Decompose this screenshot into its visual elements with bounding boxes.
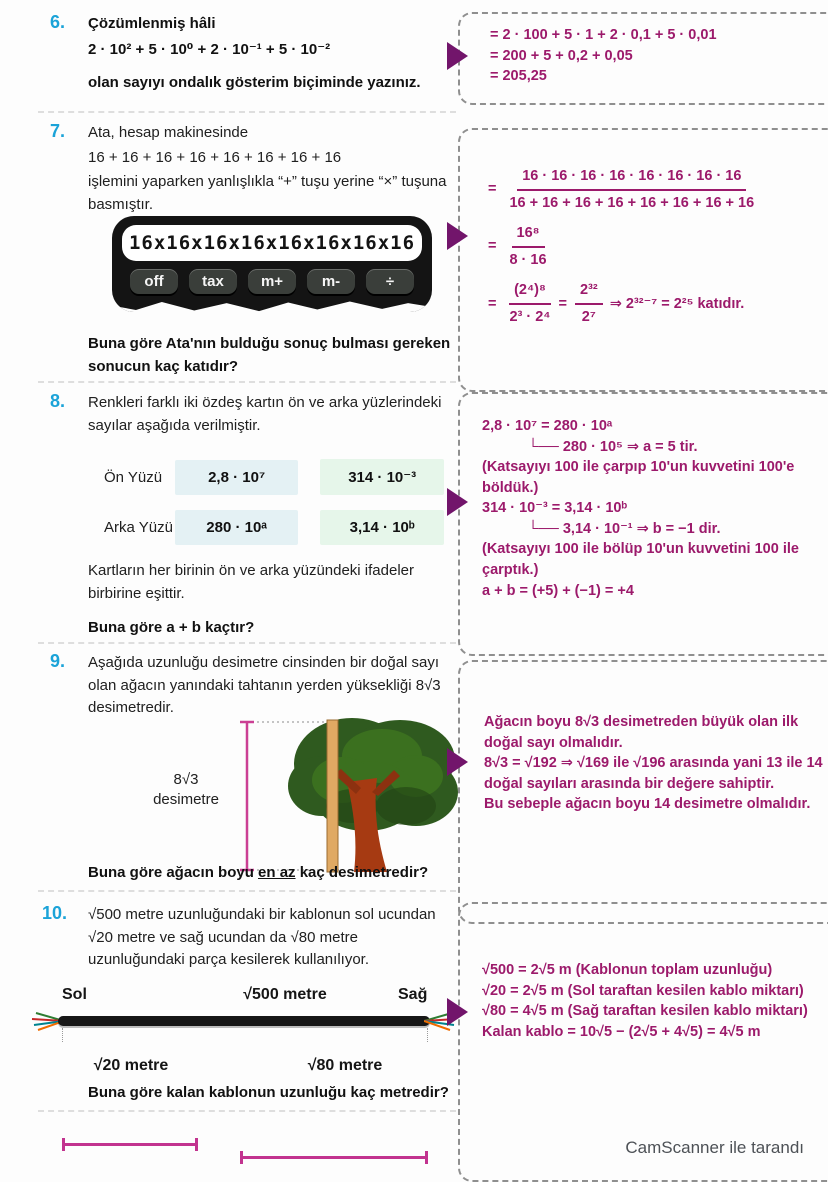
problem-10-intro: √500 metre uzunluğundaki bir kablonun sol ucundan √20 metre ve sağ ucundan da √80 metre uzunluğundaki parça kesilerek kullanılıyor. (88, 906, 436, 968)
measure-unit: desimetre (153, 790, 219, 808)
calculator-button-mminus: m- (307, 269, 355, 294)
problem-9-number: 9. (50, 651, 66, 671)
cable-illustration (58, 1016, 430, 1026)
problem-8 (88, 392, 466, 640)
solution-line: Bu sebeple ağacın boyu 14 desimetre olmalıdır. (484, 796, 811, 813)
dotted-guide (427, 1028, 428, 1042)
separator (38, 642, 456, 644)
problem-8-body: Kartların her birinin ön ve arka yüzündeki ifadeler birbirine eşittir. (88, 562, 415, 602)
equals-sign: = (488, 295, 497, 312)
solution-line (488, 166, 828, 213)
problem-7-expression: 16 + 16 + 16 + 16 + 16 + 16 + 16 + 16 (88, 148, 342, 166)
table-row (104, 459, 466, 495)
problem-6-number: 6. (50, 12, 66, 32)
calculator-button-tax: tax (189, 269, 237, 294)
cards-table (104, 459, 466, 545)
fraction-denominator: 8 · 16 (509, 251, 547, 268)
solution-line: └── 280 · 10⁵ ⇒ a = 5 tir. (528, 438, 698, 455)
calculator-button-mplus: m+ (248, 269, 296, 294)
separator (38, 890, 456, 892)
solution-line: = 205,25 (490, 68, 547, 85)
solution-arrow-icon (447, 998, 468, 1026)
question-underlined-text: en az (258, 864, 296, 881)
fraction (504, 166, 759, 213)
solution-arrow-icon (447, 42, 468, 70)
solution-line: 2,8 · 10⁷ = 280 · 10ᵃ (482, 418, 613, 434)
problem-7-body: işlemini yaparken yanlışlıkla “+” tuşu yerine “×” tuşuna basmıştır. (88, 173, 447, 213)
solution-line (488, 223, 828, 270)
table-cell: 280 · 10ᵃ (175, 510, 299, 545)
solution-line: √500 = 2√5 m (Kablonun toplam uzunluğu) (482, 962, 773, 978)
solution-line: (Katsayıyı 100 ile bölüp 10'un kuvvetini 100 ile çarptık.) (482, 541, 799, 579)
table-cell: 2,8 · 10⁷ (175, 460, 299, 495)
row-label: Arka Yüzü (104, 519, 173, 536)
equals-sign: = (558, 295, 567, 312)
solution-tail: ⇒ 2³²⁻⁷ = 2²⁵ katıdır. (609, 295, 745, 312)
measure-value: 8√3 (173, 771, 199, 788)
solution-arrow-icon (447, 748, 468, 776)
calculator-button-divide: ÷ (366, 269, 414, 294)
tree-illustration (230, 712, 460, 880)
solution-line: (Katsayıyı 100 ile çarpıp 10'un kuvvetini 100'e böldük.) (482, 459, 795, 496)
problem-9-intro: Aşağıda uzunluğu desimetre cinsinden bir doğal sayı olan ağacın yanındaki tahtanın yerden yüksekliği 8√3 desimetredir. (88, 654, 441, 716)
calculator-display (122, 225, 422, 261)
solution-box-9 (458, 660, 828, 924)
problem-6-expression: 2 · 10² + 5 · 10⁰ + 2 · 10⁻¹ + 5 · 10⁻² (88, 40, 331, 58)
cable-right-label: Sağ (398, 986, 428, 1003)
cable-center-label: √500 metre (243, 986, 327, 1003)
tree-measure-label (142, 770, 230, 809)
solution-line: └── 3,14 · 10⁻¹ ⇒ b = −1 dir. (528, 520, 721, 537)
table-cell: 3,14 · 10ᵇ (320, 510, 444, 545)
fraction (575, 280, 603, 327)
solution-arrow-icon (447, 488, 468, 516)
solution-line: 314 · 10⁻³ = 3,14 · 10ᵇ (482, 500, 628, 517)
problem-9-question (88, 862, 488, 885)
problem-6-question: olan sayıyı ondalık gösterim biçiminde yazınız. (88, 74, 421, 91)
left-measure-line (62, 1138, 198, 1151)
solution-line: Ağacın boyu 8√3 desimetreden büyük olan ilk doğal sayı olmalıdır. (484, 714, 799, 751)
tree-figure (142, 712, 462, 880)
wooden-plank (327, 720, 338, 872)
fraction-numerator: (2⁴)⁸ (509, 280, 551, 305)
fraction-numerator: 16 · 16 · 16 · 16 · 16 · 16 · 16 · 16 (517, 166, 746, 191)
solution-line: √20 = 2√5 m (Sol taraftan kesilen kablo miktarı) (482, 982, 804, 999)
fraction-numerator: 16⁸ (512, 223, 545, 248)
equals-sign: = (488, 238, 497, 255)
solution-line: Kalan kablo = 10√5 − (2√5 + 4√5) = 4√5 m (482, 1023, 761, 1040)
separator (38, 381, 456, 383)
left-measure-label: √20 metre (93, 1057, 169, 1074)
solution-line: = 200 + 5 + 0,2 + 0,05 (490, 47, 633, 64)
solution-box-6 (458, 12, 828, 105)
solution-line: 8√3 = √192 ⇒ √169 ile √196 arasında yani 13 ile 14 doğal sayıları arasında bir değere sahiptir. (484, 755, 823, 792)
problem-6 (88, 13, 468, 95)
fraction-denominator: 16 + 16 + 16 + 16 + 16 + 16 + 16 + 16 (509, 194, 755, 211)
separator (38, 1110, 456, 1112)
fraction (504, 280, 555, 327)
separator (38, 111, 456, 113)
solution-arrow-icon (447, 222, 468, 250)
calculator-display-text: 16x16x16x16x16x16x16x16 (128, 232, 416, 254)
solution-box-8 (458, 392, 828, 656)
solution-line: √80 = 4√5 m (Sağ taraftan kesilen kablo miktarı) (482, 1003, 808, 1020)
table-cell: 314 · 10⁻³ (320, 459, 444, 495)
fraction-denominator: 2⁷ (581, 308, 596, 325)
torn-paper-edge (112, 298, 432, 312)
fraction-denominator: 2³ · 2⁴ (509, 308, 551, 325)
solution-line: = 2 · 100 + 5 · 1 + 2 · 0,1 + 5 · 0,01 (490, 27, 717, 43)
problem-7 (88, 122, 466, 216)
question-text: Buna göre ağacın boyu (88, 864, 259, 881)
fraction-numerator: 2³² (575, 280, 603, 305)
problem-8-question: Buna göre a + b kaçtır? (88, 619, 255, 636)
problem-7-intro: Ata, hesap makinesinde (88, 124, 249, 141)
problem-7-number: 7. (50, 121, 66, 141)
right-measure-label: √80 metre (307, 1057, 383, 1074)
dotted-guide (62, 1028, 63, 1042)
problem-6-title: Çözümlenmiş hâli (88, 15, 216, 32)
equals-sign: = (488, 181, 497, 198)
calculator-button-off: off (130, 269, 178, 294)
solution-box-7 (458, 128, 828, 392)
row-label: Ön Yüzü (104, 468, 163, 486)
fraction (504, 223, 551, 270)
problem-7-question: Buna göre Ata'nın bulduğu sonuç bulması gereken sonucun kaç katıdır? (88, 335, 451, 375)
solution-line: a + b = (+5) + (−1) = +4 (482, 582, 634, 599)
problem-10-question: Buna göre kalan kablonun uzunluğu kaç metredir? (88, 1084, 449, 1101)
problem-8-number: 8. (50, 391, 66, 411)
calculator-illustration (112, 216, 432, 312)
table-row (104, 510, 466, 545)
cable-left-label: Sol (62, 986, 87, 1003)
solution-line (488, 280, 828, 327)
problem-10-number: 10. (42, 903, 68, 923)
calculator-buttons (122, 269, 422, 294)
question-text: kaç desimetredir? (295, 864, 429, 881)
right-measure-line (240, 1151, 428, 1164)
problem-8-intro: Renkleri farklı iki özdeş kartın ön ve arka yüzlerindeki sayılar aşağıda verilmiştir. (88, 394, 442, 434)
camscanner-watermark: CamScanner ile tarandı (625, 1138, 804, 1157)
